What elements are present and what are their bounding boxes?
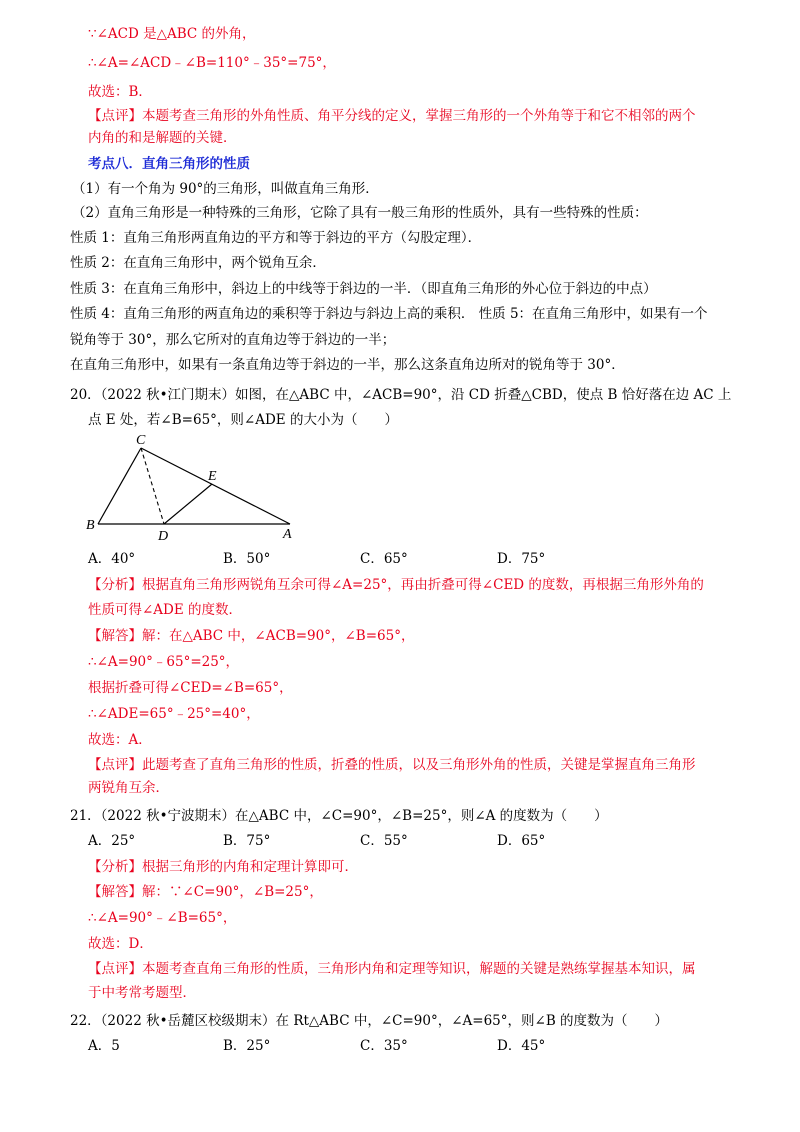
question-20-solution-line: 【解答】解：在△ABC 中，∠ACB=90°，∠B=65°， (88, 628, 415, 644)
question-21-solution-line: ∴∠A=90°﹣∠B=65°， (88, 910, 237, 926)
question-20-solution-line: ∴∠A=90°﹣65°=25°， (88, 654, 240, 670)
fold-line-cd (141, 448, 164, 524)
question-20-solution-line: ∴∠ADE=65°﹣25°=40°， (88, 706, 260, 722)
label-d: D (158, 529, 169, 544)
option-c: C．65° (360, 551, 408, 567)
option-d: D．45° (497, 1038, 546, 1054)
prev-solution-line: ∵∠ACD 是△ABC 的外角， (88, 26, 256, 42)
label-e: E (208, 469, 217, 484)
option-c: C．55° (360, 833, 408, 849)
label-a: A (283, 527, 292, 542)
question-20-answer: 故选：A． (88, 732, 152, 748)
section-paragraph: （2）直角三角形是一种特殊的三角形，它除了具有一般三角形的性质外，具有一些特殊的性质： (72, 205, 648, 221)
property-4: 性质 4：直角三角形的两直角边的乘积等于斜边与斜边上高的乘积． 性质 5：在直角三角形中，如果有一个 (70, 306, 708, 322)
question-21-solution-line: 【解答】解：∵∠C=90°，∠B=25°， (88, 884, 323, 900)
prev-comment: 内角的和是解题的关键． (88, 130, 237, 146)
question-21-comment-cont: 于中考常考题型． (88, 985, 196, 1001)
option-b: B．50° (223, 551, 271, 567)
option-b: B．25° (223, 1038, 271, 1054)
question-21-stem: 21．（2022 秋•宁波期末）在△ABC 中，∠C=90°，∠B=25°，则∠A 的度数为（ ） (70, 808, 608, 824)
option-b: B．75° (223, 833, 271, 849)
property-4-cont: 锐角等于 30°，那么它所对的直角边等于斜边的一半； (70, 332, 396, 348)
option-a: A．5 (88, 1038, 120, 1054)
prev-comment: 【点评】本题考查三角形的外角性质、角平分线的定义，掌握三角形的一个外角等于和它不相邻的两个 (88, 108, 696, 124)
property-2: 性质 2：在直角三角形中，两个锐角互余． (70, 255, 326, 271)
question-20-comment-cont: 两锐角互余． (88, 780, 169, 796)
question-20-stem: 20．（2022 秋•江门期末）如图，在△ABC 中，∠ACB=90°，沿 CD 折叠△CBD，使点 B 恰好落在边 AC 上 (70, 387, 732, 403)
question-20-analysis: 【分析】根据直角三角形两锐角互余可得∠A=25°，再由折叠可得∠CED 的度数，再根据三角形外角的 (88, 577, 704, 593)
question-20-analysis-cont: 性质可得∠ADE 的度数． (88, 602, 243, 618)
question-20-comment: 【点评】此题考查了直角三角形的性质，折叠的性质，以及三角形外角的性质，关键是掌握直角三角形 (88, 757, 696, 773)
property-3: 性质 3：在直角三角形中，斜边上的中线等于斜边的一半．（即直角三角形的外心位于斜边的中点） (70, 281, 657, 297)
option-d: D．65° (497, 833, 546, 849)
segment-de (164, 484, 212, 524)
label-b: B (86, 518, 95, 533)
segment-cb (98, 448, 141, 524)
segment-ca (141, 448, 290, 524)
prev-answer: 故选：B． (88, 84, 152, 100)
option-d: D．75° (497, 551, 546, 567)
property-extra: 在直角三角形中，如果有一条直角边等于斜边的一半，那么这条直角边所对的锐角等于 30°． (70, 357, 625, 373)
property-1: 性质 1：直角三角形两直角边的平方和等于斜边的平方（勾股定理）． (70, 230, 482, 246)
option-a: A．40° (88, 551, 136, 567)
question-21-answer: 故选：D． (88, 936, 153, 952)
section-paragraph: （1）有一个角为 90°的三角形，叫做直角三角形． (72, 181, 379, 197)
question-20-solution-line: 根据折叠可得∠CED=∠B=65°， (88, 680, 293, 696)
section-title: 考点八．直角三角形的性质 (88, 156, 250, 172)
question-21-comment: 【点评】本题考查直角三角形的性质，三角形内角和定理等知识，解题的关键是熟练掌握基本知识，属 (88, 961, 696, 977)
label-c: C (136, 433, 146, 448)
option-c: C．35° (360, 1038, 408, 1054)
question-22-stem: 22．（2022 秋•岳麓区校级期末）在 Rt△ABC 中，∠C=90°，∠A=65°，则∠B 的度数为（ ） (70, 1013, 669, 1029)
question-20-stem-cont: 点 E 处，若∠B=65°，则∠ADE 的大小为（ ） (88, 412, 398, 428)
question-20-figure (80, 430, 310, 545)
prev-solution-line: ∴∠A=∠ACD﹣∠B=110°﹣35°=75°， (88, 55, 336, 71)
question-21-analysis: 【分析】根据三角形的内角和定理计算即可． (88, 859, 358, 875)
option-a: A．25° (88, 833, 136, 849)
